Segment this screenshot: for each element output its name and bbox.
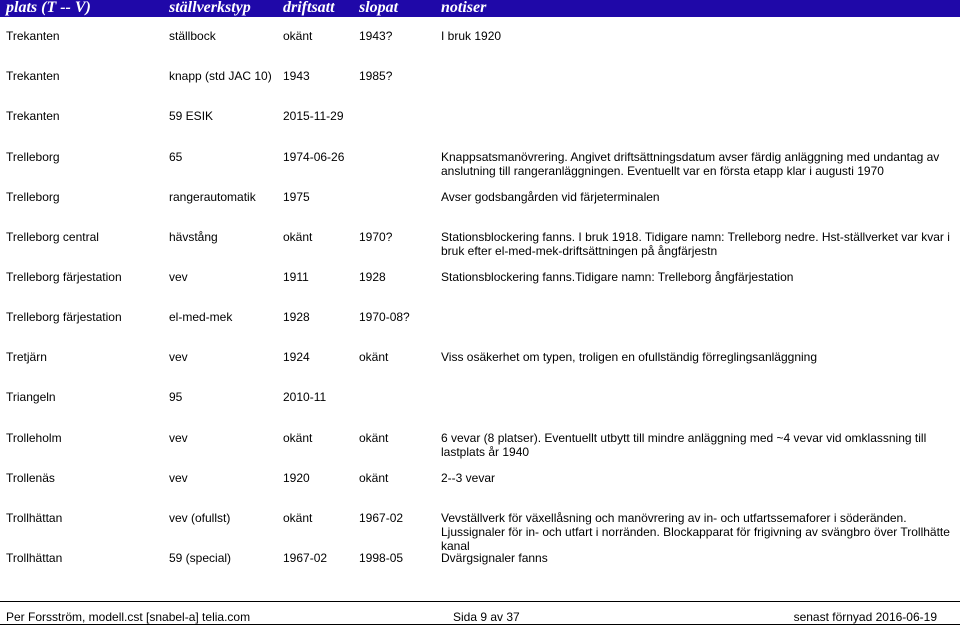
cell-notiser: Avser godsbangården vid färjeterminalen — [441, 190, 660, 204]
cell-typ: vev — [169, 350, 188, 364]
cell-driftsatt: 1975 — [283, 190, 310, 204]
cell-plats: Trelleborg färjestation — [6, 310, 122, 324]
cell-notiser: Stationsblockering fanns. I bruk 1918. Tidigare namn: Trelleborg nedre. Hst-ställverket var kvar i bruk efter el-med-mek-driftsättningen på ångfärjestn — [441, 230, 950, 258]
cell-slopat: 1985? — [359, 69, 393, 83]
cell-driftsatt: okänt — [283, 431, 313, 445]
cell-typ: el-med-mek — [169, 310, 233, 324]
cell-plats: Trekanten — [6, 69, 60, 83]
cell-plats: Trelleborg färjestation — [6, 270, 122, 284]
cell-typ: vev — [169, 431, 188, 445]
header-driftsatt: driftsatt — [283, 0, 335, 16]
cell-plats: Triangeln — [6, 390, 56, 404]
cell-typ: vev — [169, 270, 188, 284]
cell-notiser: 6 vevar (8 platser). Eventuellt utbytt till mindre anläggning med ~4 vevar vid omklassning till lastplats år 1940 — [441, 431, 927, 459]
footer-divider — [0, 601, 960, 602]
cell-plats: Tretjärn — [6, 350, 47, 364]
cell-slopat: 1998-05 — [359, 551, 404, 565]
cell-notiser: Dvärgsignaler fanns — [441, 551, 548, 565]
cell-plats: Trelleborg central — [6, 230, 99, 244]
cell-driftsatt: 2015-11-29 — [283, 109, 344, 123]
cell-driftsatt: okänt — [283, 29, 313, 43]
cell-driftsatt: 1943 — [283, 69, 310, 83]
cell-typ: vev — [169, 471, 188, 485]
cell-notiser: 2--3 vevar — [441, 471, 496, 485]
header-plats: plats (T -- V) — [6, 0, 91, 16]
cell-driftsatt: okänt — [283, 230, 313, 244]
cell-notiser: Viss osäkerhet om typen, troligen en ofullständig förreglingsanläggning — [441, 350, 818, 364]
cell-plats: Trekanten — [6, 109, 60, 123]
cell-driftsatt: 1924 — [283, 350, 310, 364]
cell-typ: rangerautomatik — [169, 190, 256, 204]
cell-slopat: 1928 — [359, 270, 386, 284]
header-stallverkstyp: ställverkstyp — [169, 0, 251, 16]
cell-plats: Trollenäs — [6, 471, 55, 485]
cell-plats: Trekanten — [6, 29, 60, 43]
cell-typ: vev (ofullst) — [169, 511, 231, 525]
cell-slopat: 1967-02 — [359, 511, 404, 525]
cell-driftsatt: 1928 — [283, 310, 310, 324]
table-header — [0, 0, 960, 17]
cell-notiser: I bruk 1920 — [441, 29, 502, 43]
cell-plats: Trollhättan — [6, 551, 63, 565]
header-slopat: slopat — [359, 0, 399, 16]
cell-slopat: okänt — [359, 471, 389, 485]
cell-driftsatt: 1974-06-26 — [283, 150, 345, 164]
cell-slopat: okänt — [359, 350, 389, 364]
cell-slopat: okänt — [359, 431, 389, 445]
cell-typ: 65 — [169, 150, 183, 164]
cell-driftsatt: 1967-02 — [283, 551, 328, 565]
cell-driftsatt: 1920 — [283, 471, 310, 485]
cell-driftsatt: okänt — [283, 511, 313, 525]
cell-driftsatt: 2010-11 — [283, 390, 327, 404]
cell-plats: Trolleholm — [6, 431, 62, 445]
footer-updated: senast förnyad 2016-06-19 — [793, 610, 937, 624]
cell-slopat: 1970-08? — [359, 310, 410, 324]
cell-notiser: Vevställverk för växellåsning och manövrering av in- och utfartssemaforer i söderänden. Ljussignaler för in- och utfart i norränden. Blockapparat för frigivning av svängbro över Trollhätte kanal — [441, 511, 950, 553]
cell-notiser: Stationsblockering fanns.Tidigare namn: Trelleborg ångfärjestation — [441, 270, 794, 284]
cell-typ: hävstång — [169, 230, 218, 244]
cell-typ: 59 ESIK — [169, 109, 214, 123]
cell-typ: 95 — [169, 390, 183, 404]
footer-author: Per Forsström, modell.cst [snabel-a] telia.com — [6, 610, 251, 624]
cell-typ: 59 (special) — [169, 551, 232, 565]
cell-plats: Trelleborg — [6, 190, 60, 204]
cell-plats: Trollhättan — [6, 511, 63, 525]
cell-driftsatt: 1911 — [283, 270, 309, 284]
cell-slopat: 1943? — [359, 29, 393, 43]
header-notiser: notiser — [441, 0, 487, 16]
cell-notiser: Knappsatsmanövrering. Angivet driftsättningsdatum avser färdig anläggning med undantag av anslutning till rangeranläggningen. Eventuellt var en första etapp klar i augusti 1970 — [441, 150, 940, 178]
cell-slopat: 1970? — [359, 230, 393, 244]
cell-typ: knapp (std JAC 10) — [169, 69, 272, 83]
cell-typ: ställbock — [169, 29, 216, 43]
footer-page-number: Sida 9 av 37 — [453, 610, 520, 624]
cell-plats: Trelleborg — [6, 150, 60, 164]
